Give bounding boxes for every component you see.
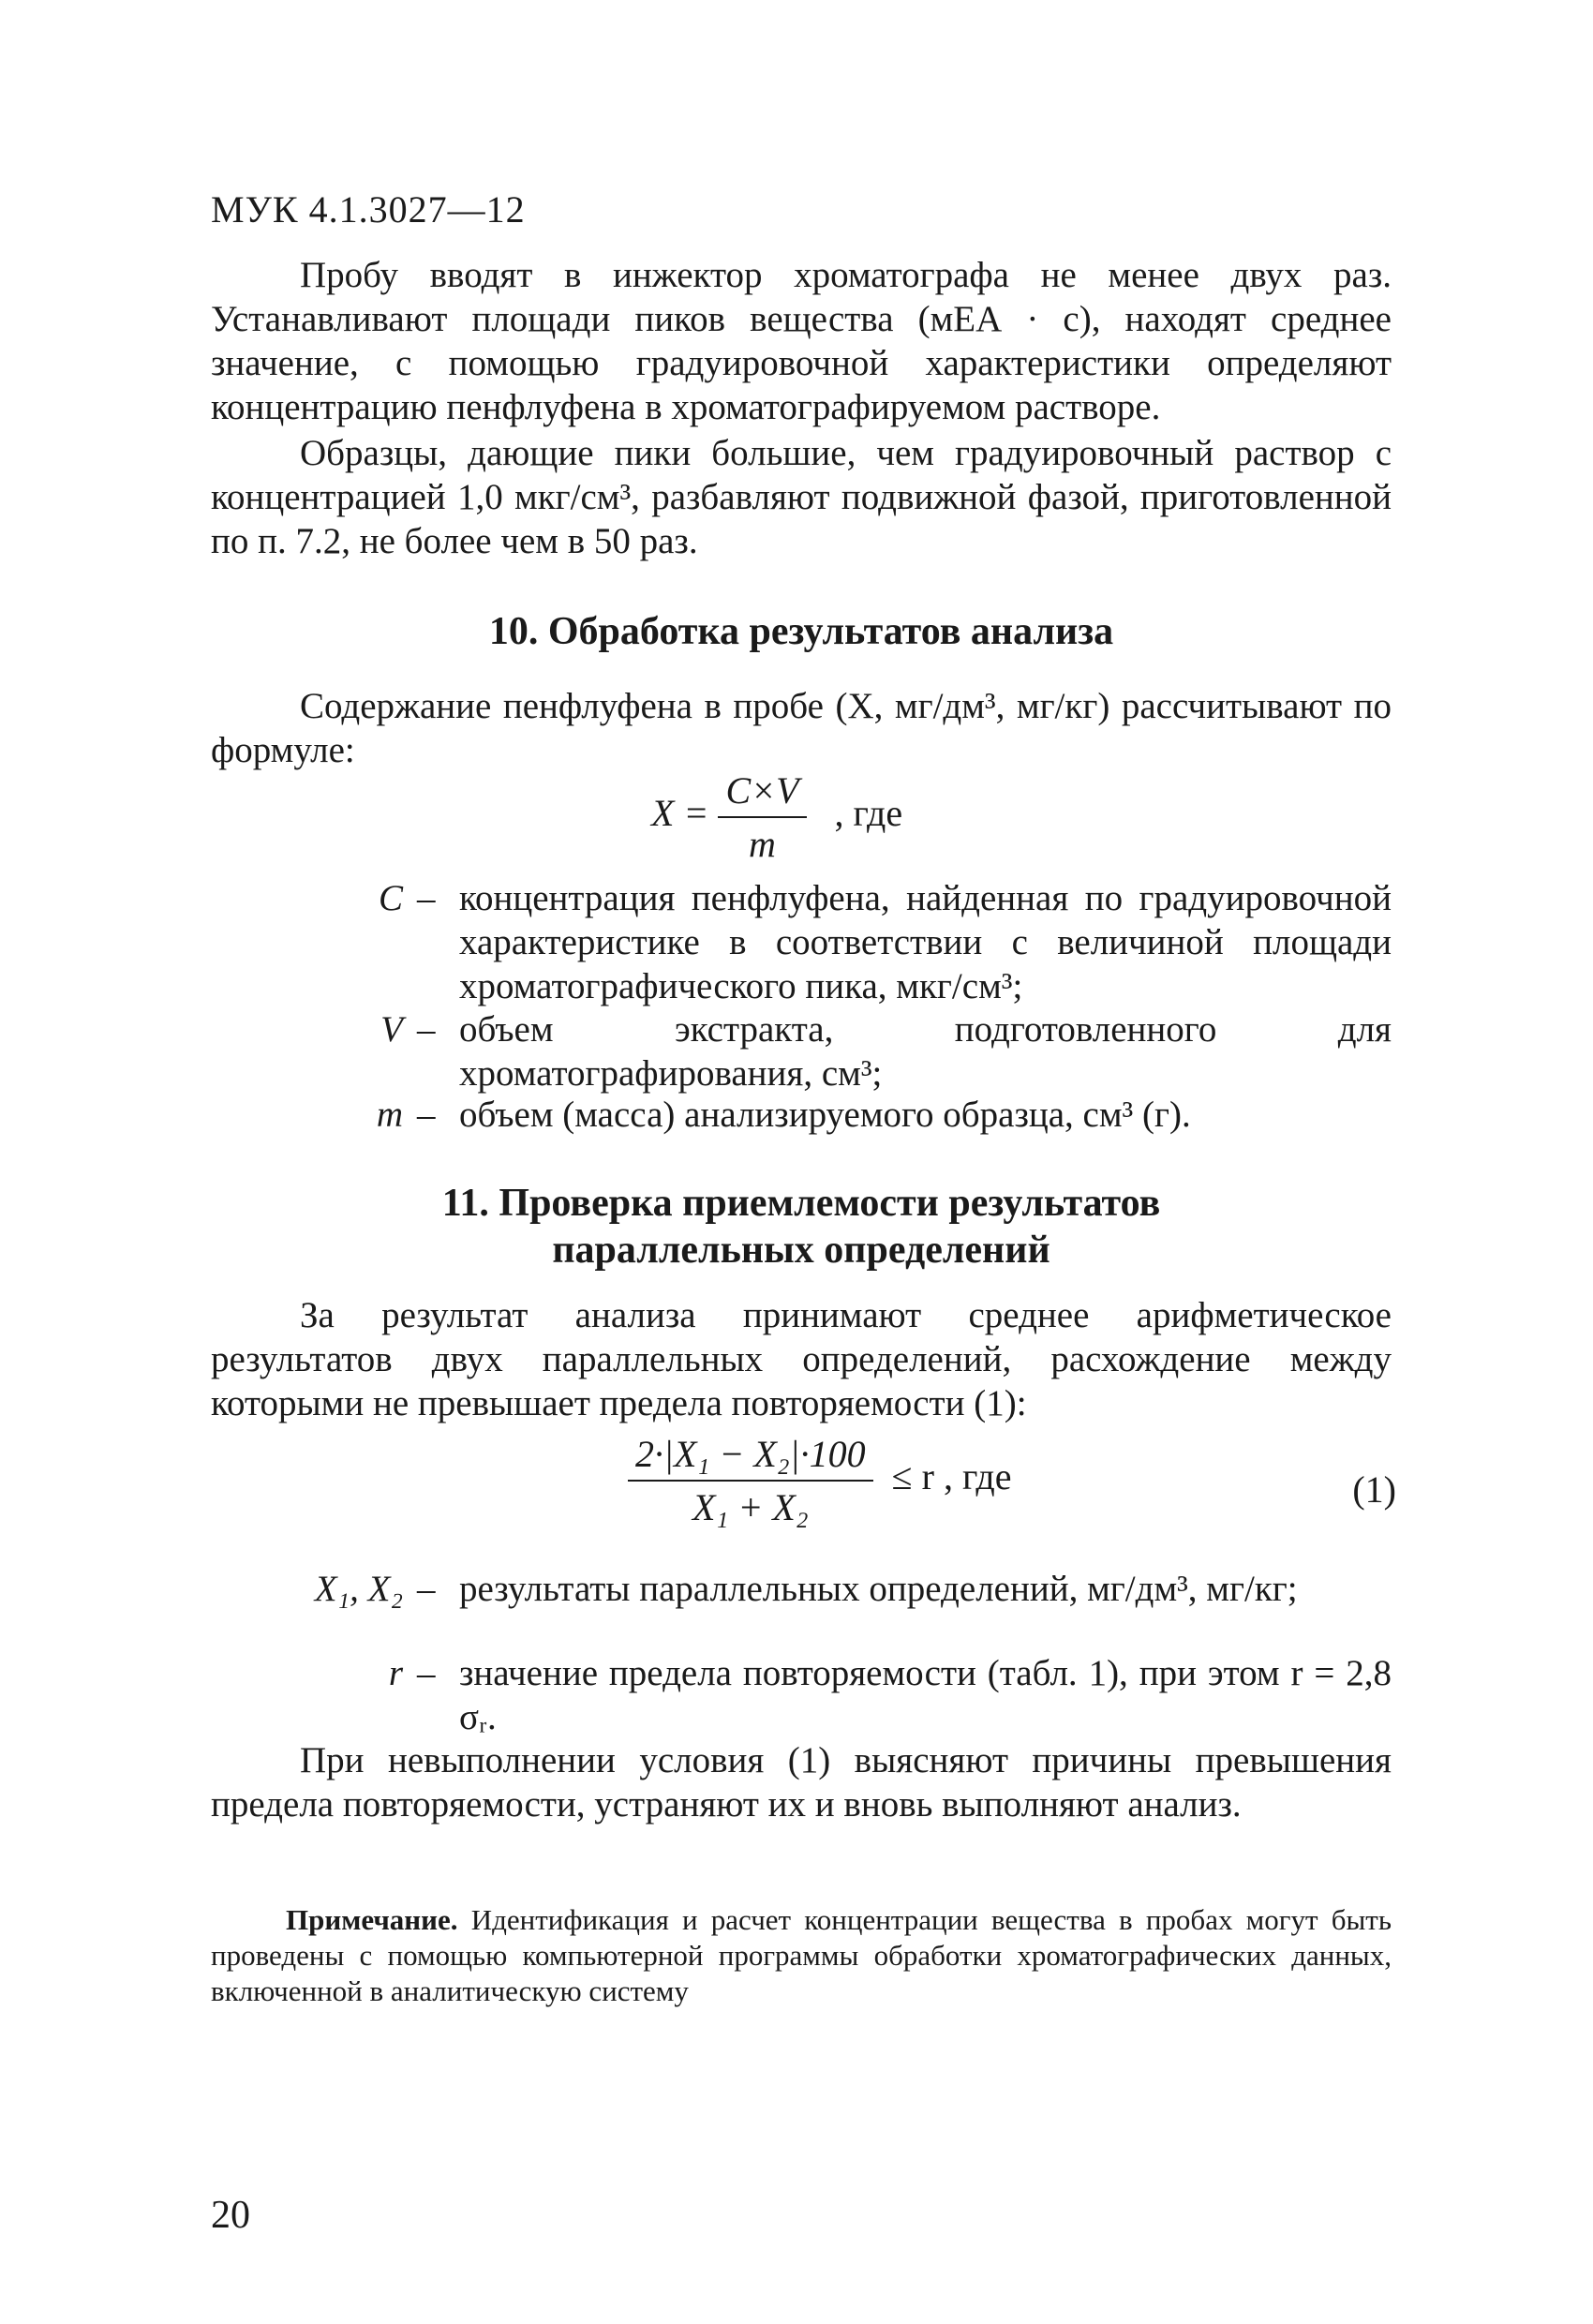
section-10-intro: Содержание пенфлуфена в пробе (X, мг/дм³, мг/кг) рассчитывают по формуле: — [211, 686, 1392, 770]
note-text: Идентификация и расчет концентрации вещества в пробах могут быть проведены с помощью компьютерной программы обработки хроматографических данных, включенной в аналитическую систему — [211, 1903, 1392, 2007]
definition-c: C – концентрация пенфлуфена, найденная по градуировочной характеристике в соответствии с величиной площади хроматографического пика, мкг/см³; — [0, 876, 1593, 1101]
formula-lhs: X = — [651, 792, 709, 835]
formula-numerator: 2·|X₁ − X₂|·100 — [628, 1432, 873, 1482]
definition-text: концентрация пенфлуфена, найденная по градуировочной характеристике в соответствии с величиной площади хроматографического пика, мкг/см³; — [459, 878, 1392, 1006]
section-10-title: 10. Обработка результатов анализа — [488, 610, 1114, 653]
paragraph-dilution: Образцы, дающие пики большие, чем градуировочный раствор с концентрацией 1,0 мкг/см³, разбавляют подвижной фазой, приготовленной по п. 7.2, не более чем в 50 раз. — [211, 433, 1392, 561]
paragraph-injection: Пробу вводят в инжектор хроматографа не менее двух раз. Устанавливают площади пиков вещества (мЕА · с), находят среднее значение, с помощью градуировочной характеристики определяют концентрацию пенфлуфена в хроматографируемом растворе. — [211, 255, 1392, 427]
formula-repeatability — [628, 1432, 1396, 1529]
formula-suffix: , где — [834, 792, 903, 835]
note-label: Примечание. — [286, 1903, 458, 1936]
section-11-intro: За результат анализа принимают среднее арифметическое результатов двух параллельных определений, расхождение между которыми не превышает предела повторяемости (1): — [211, 1295, 1392, 1423]
definition-symbol: C — [378, 878, 403, 918]
section-11-outro: При невыполнении условия (1) выясняют причины превышения предела повторяемости, устраняют их и вновь выполняют анализ. — [211, 1740, 1392, 1825]
formula-denominator: X₁ + X₂ — [692, 1486, 809, 1528]
section-11-title-line2: параллельных определений — [552, 1229, 1050, 1272]
formula-fraction — [718, 768, 806, 866]
formula-number: (1) — [1352, 1468, 1396, 1511]
definition-text: объем (масса) анализируемого образца, см³ (г). — [459, 1095, 1191, 1135]
definition-text: значение предела повторяемости (табл. 1), при этом r = 2,8 σᵣ. — [459, 1653, 1392, 1737]
definition-symbol: m — [376, 1095, 403, 1135]
definition-symbol: V — [380, 1009, 403, 1050]
definition-symbol: X₁, X₂ — [314, 1569, 403, 1609]
definition-symbol: r — [388, 1653, 403, 1693]
definition-r: r – значение предела повторяемости (табл. 1), при этом r = 2,8 σᵣ. — [0, 1651, 1593, 1745]
definition-text: результаты параллельных определений, мг/дм³, мг/кг; — [459, 1569, 1298, 1609]
formula-numerator: C×V — [718, 768, 806, 818]
document-header: МУК 4.1.3027—12 — [211, 188, 526, 231]
note — [211, 1902, 1392, 2009]
definition-m: m – объем (масса) анализируемого образца, см³ (г). — [0, 1093, 1593, 1140]
page-number: 20 — [211, 2194, 250, 2237]
formula-fraction — [628, 1432, 873, 1529]
formula-denominator: m — [749, 823, 776, 865]
section-11-title-line1: 11. Проверка приемлемости результатов — [441, 1182, 1161, 1225]
formula-x — [651, 768, 902, 866]
definition-v: V – объем экстракта, подготовленного для хроматографирования, см³; — [0, 1007, 1593, 1101]
definition-x1-x2: X₁, X₂ – результаты параллельных определений, мг/дм³, мг/кг; — [0, 1567, 1593, 1661]
definition-text: объем экстракта, подготовленного для хроматографирования, см³; — [459, 1009, 1392, 1094]
formula-relation: ≤ r , где — [891, 1455, 1012, 1498]
